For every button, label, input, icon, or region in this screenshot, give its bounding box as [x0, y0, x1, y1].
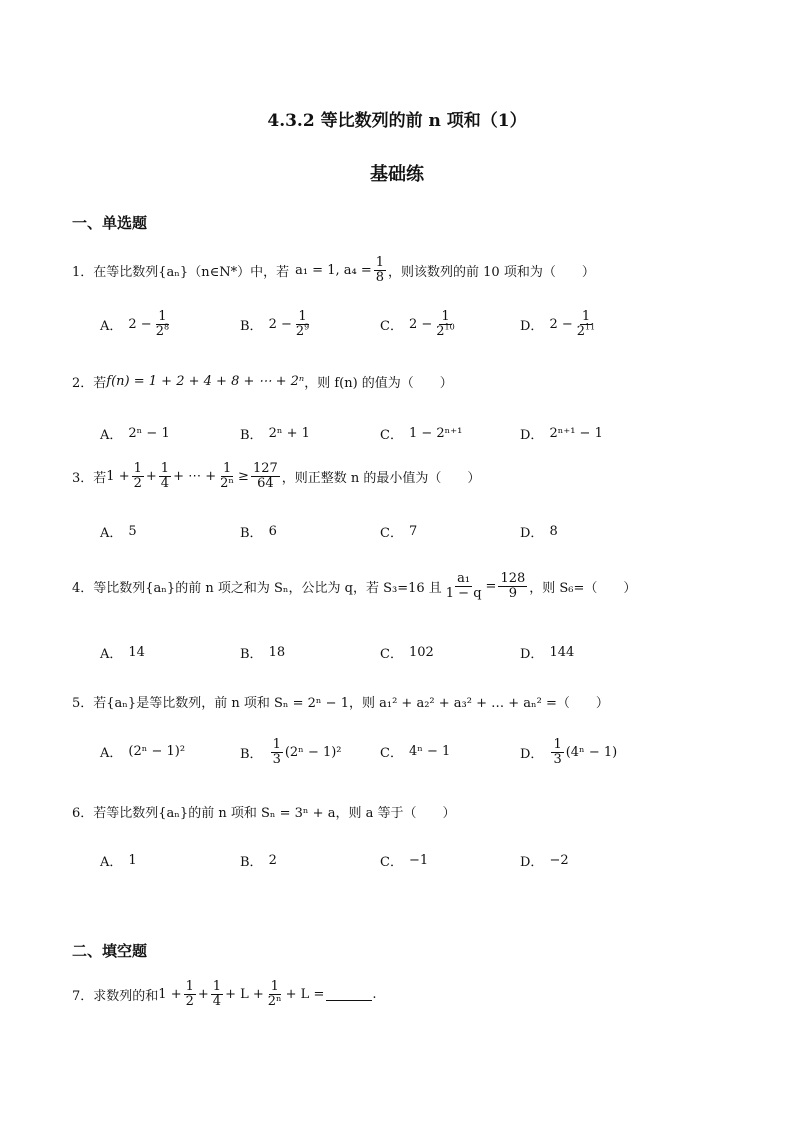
option-expr: 2 −: [549, 316, 573, 332]
option-text: (2ⁿ − 1)²: [128, 744, 186, 759]
fraction-denominator: [154, 322, 171, 339]
fraction-denominator: [294, 322, 311, 339]
option-letter: B．: [240, 855, 263, 870]
den-exp: 10: [444, 322, 455, 332]
fraction-denominator: 2: [185, 993, 194, 1009]
option-b[interactable]: [240, 851, 277, 870]
option-c[interactable]: [380, 742, 450, 761]
option-text: 144: [549, 645, 575, 660]
option-c[interactable]: [380, 851, 428, 870]
option-a[interactable]: [100, 310, 173, 338]
question-number: 4．: [72, 580, 94, 596]
fraction-numerator: 1: [158, 309, 167, 324]
option-letter: C．: [380, 746, 403, 761]
fraction-denominator: 2: [133, 475, 142, 491]
fraction-denominator: 4: [212, 993, 222, 1009]
question-6: [72, 802, 455, 821]
option-letter: C．: [380, 855, 403, 870]
option-a[interactable]: [100, 522, 137, 541]
question-text: ，则 f(n) 的值为（ ）: [304, 376, 453, 391]
option-text: 2ⁿ − 1: [128, 426, 170, 441]
option-expr: 2 −: [268, 316, 292, 332]
fraction: [132, 462, 144, 490]
fraction-numerator: 1: [581, 309, 591, 324]
formula-part: 1 +: [158, 986, 182, 1002]
fraction-denominator: 4: [160, 475, 170, 491]
option-b[interactable]: [240, 738, 342, 766]
fraction-numerator: 1: [133, 461, 142, 476]
den-base: 2: [576, 323, 586, 339]
option-c[interactable]: [380, 310, 459, 338]
option-letter: A．: [100, 428, 123, 443]
option-letter: A．: [100, 746, 123, 761]
option-d[interactable]: [520, 310, 599, 338]
question-5: [72, 692, 609, 711]
option-d[interactable]: [520, 851, 569, 870]
fraction-numerator: 1: [441, 309, 450, 324]
fraction-numerator: 127: [252, 461, 278, 476]
den-base: 2: [155, 323, 164, 339]
option-c[interactable]: [380, 643, 434, 662]
fraction-numerator: 1: [553, 737, 562, 752]
question-2: [72, 372, 453, 391]
option-text: 7: [408, 524, 418, 539]
question-text: 若{aₙ}是等比数列，前 n 项和 Sₙ = 2ⁿ − 1，则 a₁² + a₂² + a₃² + … + aₙ² =（ ）: [93, 696, 609, 711]
fraction: [159, 462, 171, 490]
fraction: [218, 462, 236, 490]
fraction: [271, 738, 283, 766]
option-text: (2ⁿ − 1)²: [284, 744, 342, 760]
fraction: [154, 310, 171, 338]
option-d[interactable]: [520, 643, 574, 662]
page-title: 4.3.2 等比数列的前 n 项和（1）: [267, 111, 527, 131]
option-a[interactable]: [100, 643, 145, 662]
option-text: 2ⁿ + 1: [268, 426, 310, 441]
fraction-denominator: [575, 322, 597, 339]
formula-part: 1 +: [106, 468, 130, 484]
fraction: [444, 572, 484, 600]
fraction-numerator: 128: [500, 571, 526, 586]
fraction-denominator: 9: [508, 585, 517, 601]
question-text: 求数列的和: [93, 988, 159, 1004]
option-d[interactable]: [520, 522, 558, 541]
option-letter: D．: [520, 428, 544, 443]
fraction: [266, 980, 284, 1008]
fraction-numerator: 1: [375, 255, 385, 270]
question-formula: f(n) = 1 + 2 + 4 + 8 + ⋯ + 2ⁿ: [106, 374, 305, 389]
fraction: [211, 980, 223, 1008]
fraction-numerator: a₁: [457, 571, 471, 586]
option-letter: D．: [520, 647, 544, 662]
den-base: 2: [295, 323, 305, 339]
option-d[interactable]: [520, 738, 617, 766]
page-subtitle: 基础练: [370, 164, 424, 185]
question-text: 若等比数列{aₙ}的前 n 项和 Sₙ = 3ⁿ + a，则 a 等于（ ）: [93, 806, 456, 821]
option-text: 5: [128, 524, 137, 539]
option-text: 4ⁿ − 1: [408, 744, 451, 759]
option-c[interactable]: [380, 424, 462, 443]
formula-part: ≥: [238, 468, 249, 484]
formula-part: + ⋯ +: [173, 468, 217, 484]
question-number: 1．: [72, 264, 94, 280]
question-text: 在等比数列{aₙ}（n∈N*）中，若: [93, 264, 290, 280]
option-c[interactable]: [380, 522, 417, 541]
question-1: [72, 256, 595, 284]
option-letter: C．: [380, 647, 403, 662]
option-letter: C．: [380, 318, 403, 334]
question-number: 3．: [72, 470, 94, 486]
fraction-denominator: 2ⁿ: [220, 475, 235, 491]
question-text: ，则正整数 n 的最小值为（ ）: [281, 470, 481, 486]
fraction-numerator: 1: [272, 737, 281, 752]
option-text: 2ⁿ⁺¹ − 1: [549, 426, 603, 441]
fraction: [294, 310, 311, 338]
formula-part: =: [485, 578, 497, 594]
fraction: [434, 310, 456, 338]
question-number: 7．: [72, 988, 94, 1004]
fraction-denominator: 8: [375, 269, 385, 285]
plus-sign: +: [197, 986, 209, 1002]
fraction: [184, 980, 196, 1008]
option-letter: B．: [240, 746, 263, 762]
option-b[interactable]: [240, 424, 310, 443]
option-text: 14: [128, 645, 145, 660]
option-letter: A．: [100, 647, 123, 662]
option-letter: B．: [240, 428, 263, 443]
question-text: 等比数列{aₙ}的前 n 项之和为 Sₙ，公比为 q，若 S₃=16 且: [93, 580, 442, 596]
option-letter: D．: [520, 855, 544, 870]
question-text: 若: [93, 470, 107, 486]
option-text: (4ⁿ − 1): [565, 744, 618, 760]
den-exp: 8: [163, 322, 170, 332]
option-letter: A．: [100, 526, 123, 541]
option-letter: C．: [380, 428, 403, 443]
option-letter: D．: [520, 526, 544, 541]
fraction: [251, 462, 280, 490]
option-text: −1: [408, 853, 429, 868]
formula-part: + L +: [225, 986, 264, 1002]
question-4: [72, 572, 636, 600]
option-letter: B．: [240, 647, 263, 662]
den-base: 2: [436, 323, 445, 339]
option-letter: B．: [240, 318, 263, 334]
formula-part: .: [372, 986, 377, 1002]
question-3: [72, 462, 480, 490]
option-text: −2: [549, 853, 569, 868]
option-letter: D．: [520, 318, 544, 334]
question-text: 若: [93, 376, 107, 391]
fraction-denominator: 1 − q: [445, 585, 482, 601]
fraction-denominator: 64: [257, 475, 274, 491]
option-expr: 2 −: [128, 316, 152, 332]
option-b[interactable]: [240, 310, 313, 338]
option-b[interactable]: [240, 522, 277, 541]
fraction-numerator: 1: [212, 979, 222, 994]
question-condition: a₁ = 1, a₄ =: [295, 262, 372, 278]
fraction-denominator: 2ⁿ: [267, 993, 282, 1009]
fraction-numerator: 1: [185, 979, 194, 994]
option-b[interactable]: [240, 643, 285, 662]
question-number: 2．: [72, 376, 94, 391]
den-exp: 11: [585, 322, 596, 332]
fraction: [498, 572, 527, 600]
den-exp: 9: [304, 322, 310, 332]
plus-sign: +: [145, 468, 157, 484]
fraction: [551, 738, 563, 766]
option-letter: C．: [380, 526, 403, 541]
option-a[interactable]: [100, 424, 170, 443]
option-letter: A．: [100, 855, 123, 870]
option-a[interactable]: [100, 742, 185, 761]
option-text: 1 − 2ⁿ⁺¹: [408, 426, 463, 441]
question-number: 5．: [72, 696, 94, 711]
question-7: [72, 980, 376, 1008]
answer-blank[interactable]: [326, 988, 372, 1001]
option-letter: B．: [240, 526, 263, 541]
fraction-numerator: 1: [298, 309, 307, 324]
option-text: 102: [408, 645, 434, 660]
option-expr: 2 −: [408, 316, 433, 332]
fraction-denominator: [434, 322, 456, 339]
section-heading-single-choice: 一、单选题: [72, 214, 148, 232]
option-text: 1: [128, 853, 137, 868]
fraction-denominator: 3: [553, 751, 562, 767]
question-text: ，则 S₆=（ ）: [529, 580, 637, 596]
option-d[interactable]: [520, 424, 603, 443]
option-text: 8: [549, 524, 558, 539]
fraction: [374, 256, 386, 284]
question-text: ，则该数列的前 10 项和为（ ）: [388, 264, 595, 280]
option-a[interactable]: [100, 851, 137, 870]
option-text: 18: [268, 645, 286, 660]
fraction-denominator: 3: [272, 751, 281, 767]
question-number: 6．: [72, 806, 94, 821]
option-letter: A．: [100, 318, 123, 334]
section-heading-fill-blank: 二、填空题: [72, 942, 148, 960]
formula-part: + L =: [285, 986, 325, 1002]
option-text: 6: [268, 524, 277, 539]
fraction-numerator: 1: [222, 461, 232, 476]
option-letter: D．: [520, 746, 544, 762]
fraction: [575, 310, 597, 338]
option-text: 2: [268, 853, 277, 868]
fraction-numerator: 1: [160, 461, 170, 476]
fraction-numerator: 1: [270, 979, 279, 994]
